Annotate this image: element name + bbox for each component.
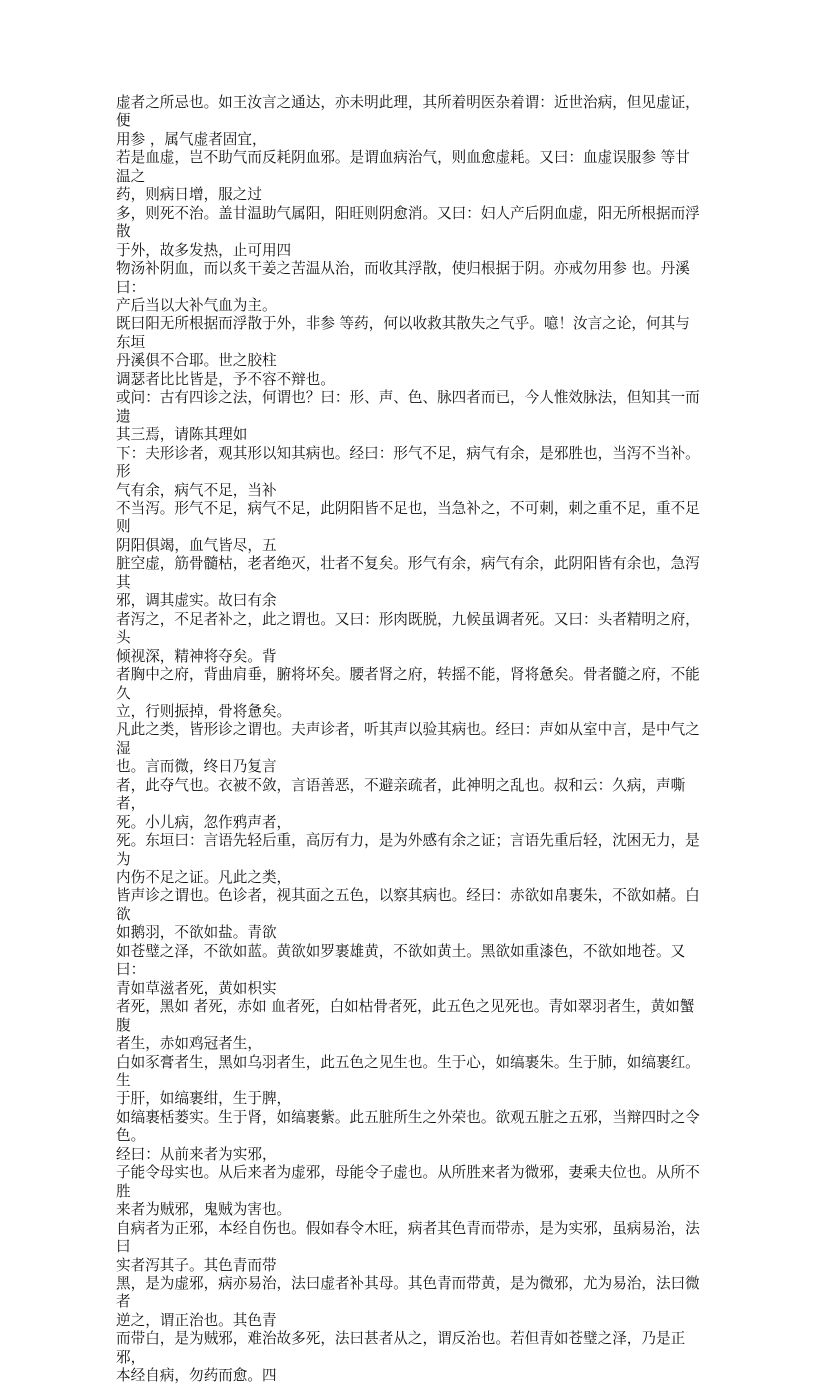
- text-line: 丹溪俱不合耶。世之胶柱: [116, 352, 277, 370]
- text-line: 者胸中之府，背曲肩垂，腑将坏矣。腰者肾之府，转摇不能，肾将惫矣。骨者髓之府，不能久: [116, 666, 700, 702]
- text-line: 于外，故多发热，止可用四: [116, 241, 292, 259]
- text-line: 物汤补阴血，而以炙干姜之苦温从治，而收其浮散，使归根据于阴。亦戒勿用参 也。丹溪曰：: [116, 260, 690, 296]
- text-line: 者生，赤如鸡冠者生，: [116, 1035, 262, 1053]
- text-line: 药，则病日增，服之过: [116, 186, 262, 204]
- text-line: 用参 ，属气虚者固宜，: [116, 130, 267, 148]
- text-line: 如缟裹栝蒌实。生于肾，如缟裹紫。此五脏所生之外荣也。欲观五脏之五邪，当辩四时之令色。: [116, 1108, 700, 1145]
- text-line: 于肝，如缟裹绀，生于脾，: [116, 1090, 292, 1108]
- text-line: 经曰：从前来者为实邪，: [116, 1145, 277, 1163]
- text-line: 或问：古有四诊之法，何谓也？曰：形、声、色、脉四者而已，今人惟效脉法，但知其一而遗: [116, 389, 700, 425]
- text-line: 自病者为正邪，本经自伤也。假如春令木旺，病者其色青而带赤，是为实邪，虽病易治，法曰: [116, 1219, 700, 1256]
- text-line: 脏空虚，筋骨髓枯，老者绝灭，壮者不复矣。形气有余，病气有余，此阴阳皆有余也，急泻其: [116, 555, 700, 591]
- text-line: 逆之，谓正治也。其色青: [116, 1311, 277, 1329]
- text-line: 者死，黑如 者死，赤如 血者死，白如枯骨者死，此五色之见死也。青如翠羽者生，黄如蟹腹: [116, 998, 695, 1034]
- text-line: 而带白，是为贼邪，难治故多死，法曰甚者从之，谓反治也。若但青如苍璧之泽，乃是正邪，: [116, 1330, 686, 1366]
- text-line: 内伤不足之证。凡此之类，: [116, 869, 292, 887]
- text-line: 虚者之所忌也。如王汝言之通达，亦未明此理，其所着明医杂着谓：近世治病，但见虚证，便: [116, 94, 700, 130]
- text-line: 死。东垣曰：言语先轻后重，高厉有力，是为外感有余之证；言语先重后轻，沈困无力，是为: [116, 832, 700, 868]
- text-line: 立，行则振掉，骨将惫矣。: [116, 702, 292, 720]
- text-line: 气有余，病气不足，当补: [116, 481, 277, 499]
- text-line: 者泻之，不足者补之，此之谓也。又曰：形肉既脱，九候虽调者死。又曰：头者精明之府，头: [116, 610, 700, 647]
- text-line: 下：夫形诊者，观其形以知其病也。经曰：形气不足，病气有余，是邪胜也，当泻不当补。形: [116, 444, 700, 481]
- text-line: 多，则死不治。盖甘温助气属阳，阳旺则阴愈消。又曰：妇人产后阴血虚，阳无所根据而浮散: [116, 204, 700, 241]
- text-line: 如鹅羽，不欲如盐。青欲: [116, 924, 277, 942]
- text-line: 不当泻。形气不足，病气不足，此阴阳皆不足也，当急补之，不可刺，刺之重不足，重不足则: [116, 499, 700, 536]
- text-line: 倾视深，精神将夺矣。背: [116, 647, 277, 665]
- text-line: 其三焉，请陈其理如: [116, 426, 248, 444]
- text-line: 白如豕膏者生，黑如乌羽者生，此五色之见生也。生于心，如缟裹朱。生于肺，如缟裹红。生: [116, 1053, 700, 1090]
- text-line: 来者为贼邪，鬼贼为害也。: [116, 1201, 292, 1219]
- text-line: 实者泻其子。其色青而带: [116, 1256, 277, 1274]
- text-line: 青如草滋者死，黄如枳实: [116, 979, 277, 997]
- text-line: 如苍璧之泽，不欲如蓝。黄欲如罗裹雄黄，不欲如黄土。黑欲如重漆色，不欲如地苍。又曰：: [116, 942, 686, 979]
- text-line: 阴阳俱竭，血气皆尽，五: [116, 536, 277, 554]
- text-line: 子能令母实也。从后来者为虚邪，母能令子虚也。从所胜来者为微邪，妻乘夫位也。从所不胜: [116, 1164, 700, 1200]
- text-line: 皆声诊之谓也。色诊者，视其面之五色，以察其病也。经曰：赤欲如帛裹朱，不欲如赭。白欲: [116, 887, 700, 923]
- text-line: 本经自病，勿药而愈。四: [116, 1367, 277, 1385]
- text-line: 若是血虚，岂不助气而反耗阴血邪。是谓血病治气，则血愈虚耗。又曰：血虚误服参 等甘温之: [116, 149, 690, 185]
- text-line: 调瑟者比比皆是，予不容不辩也。: [116, 370, 335, 388]
- text-line: 产后当以大补气血为主。: [116, 296, 277, 314]
- document-body: [116, 94, 700, 1386]
- text-line: 邪，调其虚实。故曰有余: [116, 592, 277, 610]
- text-line: 也。言而微，终日乃复言: [116, 758, 277, 776]
- text-line: 者，此夺气也。衣被不敛，言语善恶，不避亲疏者，此神明之乱也。叔和云：久病，声嘶者，: [116, 776, 686, 813]
- text-line: 凡此之类，皆形诊之谓也。夫声诊者，听其声以验其病也。经曰：声如从室中言，是中气之湿: [116, 721, 700, 757]
- text-line: 死。小儿病，忽作鸦声者，: [116, 813, 292, 831]
- text-line: 黑，是为虚邪，病亦易治，法曰虚者补其母。其色青而带黄，是为微邪，尤为易治，法曰微者: [116, 1275, 700, 1311]
- text-line: 既曰阳无所根据而浮散于外，非参 等药，何以收救其散失之气乎。噫！汝言之论，何其与东垣: [116, 315, 690, 351]
